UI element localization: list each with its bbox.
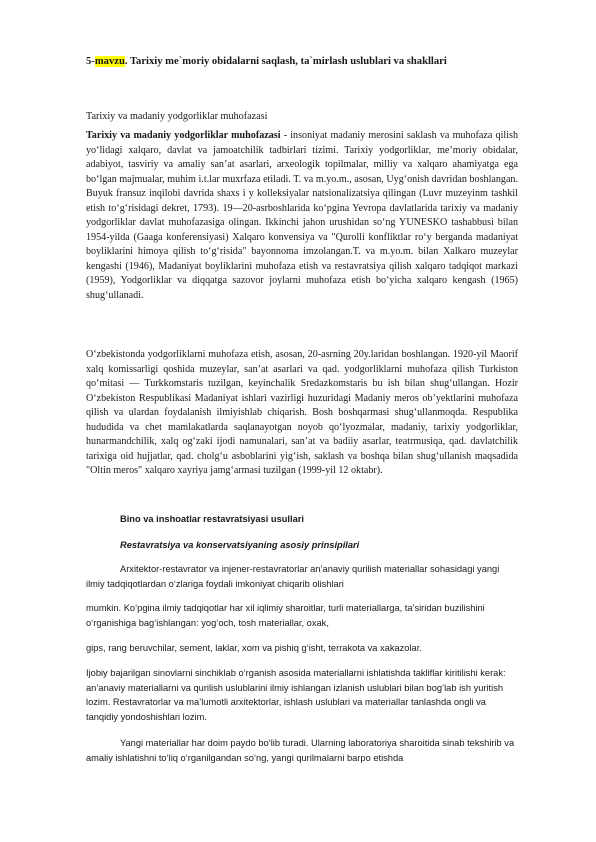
paragraph-architect-restorers: Arxitektor-restavrator va injener-restavratorlar an’anaviy qurilish materiallar sohasidagi yangi ilmiy tadqiqotlardan o‘zlariga foydali imkoniyat chiqarib olishlari [86, 564, 500, 589]
paragraph-new-materials: Yangi materiallar har doim paydo bo‘lib turadi. Ularning laboratoriya sharoitida sinab tekshirib va amaliy ishlatishni to‘liq o‘rganilgandan so‘ng, yangi qurilmalarni barpo etishda [86, 738, 515, 763]
paragraph-uzbekistan: O‘zbekistonda yodgorliklarni muhofaza etish, asosan, 20-asrning 20y.laridan boshlangan. 1920-yil Maorif xalq komissarligi qoshida muzeylar, san’at asarlari va qad. yodgorliklarni muhofaza qilish Turkiston qo‘mitasi — Turkkomstaris tuzilgan, keyinchalik Sredazkomstaris bu ish bilan shug‘ullangan. Hozir O‘zbekiston Respublikasi Madaniyat ishlari vazirligi huzuridagi Madaniy meros ob’yektlarini muhofaza qilish va ulardan foydalanish ilmiyishlab chiqarish. Bosh boshqarmasi shug‘ullanmoqda. Respublika hududida va chet mamlakatlarda saqlanayotgan noyob qo‘lyozmalar, madaniy, tarixiy yodgorliklar, hunarmandchilik, xalq og‘zaki ijodi namunalari, san’at va badiiy asarlar, teatrmusiqa, qad. davlatchilik tarixiga oid hujjatlar, qad. cholg‘u asboblarini yig‘ish, saklash va boshqa bilan shug‘ullanish maqsadida "Oltin meros" xalqaro xayriya jamg‘armasi tuzilgan (1999-yil 12 oktabr). [86, 349, 518, 477]
heading-building-restoration: Bino va inshoatlar restavratsiyasi usullari [120, 514, 304, 524]
paragraph-tests: Ijobiy bajarilgan sinovlarni sinchiklab o‘rganish asosida materiallarni ishlatishda takliflar kiritilishi kerak: an’anaviy materiallarni va qurilish uslublarini ilmiy ishlangan izlanish uslublari bilan bog‘lab ish yuritish lozim. Restavratorlar va ma’lumotli arxitektorlar, ishlash uslublari va materiallar tanlashda ongli va tanqidiy yondoshishlari lozim. [86, 668, 506, 722]
paragraph-intro [86, 129, 518, 304]
heading-restoration-principles: Restavratsiya va konservatsiyaning asosiy prinsipilari [120, 540, 360, 550]
title-number: 5- [86, 56, 95, 67]
paragraph-intro-text: - insoniyat madaniy merosini saklash va muhofaza qilish yo‘lidagi xalqaro, davlat va jamoatchilik tadbirlari tizimi. Tarixiy yodgorliklar, me’moriy obidalar, adabiyot, tasviriy va amaliy san’at asarlari, arxeologik topilmalar, milliy va xalqaro ahamiyatga ega bo‘lgan majmualar, muhim i.t.lar muxrfaza etiladi. T. va m.yo.m., asosan, Uyg‘onish davridan boshlangan. Buyuk fransuz inqilobi davrida shaxs i y kolleksiyalar natsionalizatsiya qilingan (Luvr muzeyinm tashkil etish to‘g‘risidagi dekret, 1793). 19—20-asrboshlarida ko‘pgina Yevropa davlatlarida tarixiy va madaniy yodgorliklar davlat muhofazasiga olingan. Ikkinchi jahon urushidan so‘ng YUNESKO tashabbusi bilan 1954-yilda (Gaaga konferensiyasi) Xalqaro konvensiya va "Qurolli konfliktlar ro‘y berganda madaniyat boyliklarini himoya qilish to‘g‘risida" bayonnoma imzolangan.T. va m.yo.m. bilan Xalkaro muzeylar kengashi (1946), Madaniyat boyliklarini muhofaza etish va restavratsiya qilish xalqaro tadqiqot markazi (1959), Yodgorliklar va diqqatga sazovor joylarni muhofaza etish bo‘yicha xalqaro kengash (1965) shug‘ullanadi. [86, 130, 518, 302]
paragraph-lead-term: Tarixiy va madaniy yodgorliklar muhofazasi [86, 130, 281, 141]
section-heading: Tarixiy va madaniy yodgorliklar muhofazasi [86, 111, 268, 122]
title-highlight: mavzu [94, 56, 125, 67]
paragraph-research: mumkin. Ko‘pgina ilmiy tadqiqotlar har xil iqlimiy sharoitlar, turli materiallarga, ta’siridan buzilishini o‘rganishiga bag‘ishlangan: yog‘och, tosh materiallar, oxak, [86, 603, 485, 628]
paragraph-materials-list: gips, rang beruvchilar, sement, laklar, xom va pishiq g‘isht, terrakota va xakazolar. [86, 643, 422, 653]
page-title [86, 56, 526, 67]
title-text: . Tarixiy me`moriy obidalarni saqlash, ta`mirlash uslublari va shakllari [124, 56, 447, 67]
